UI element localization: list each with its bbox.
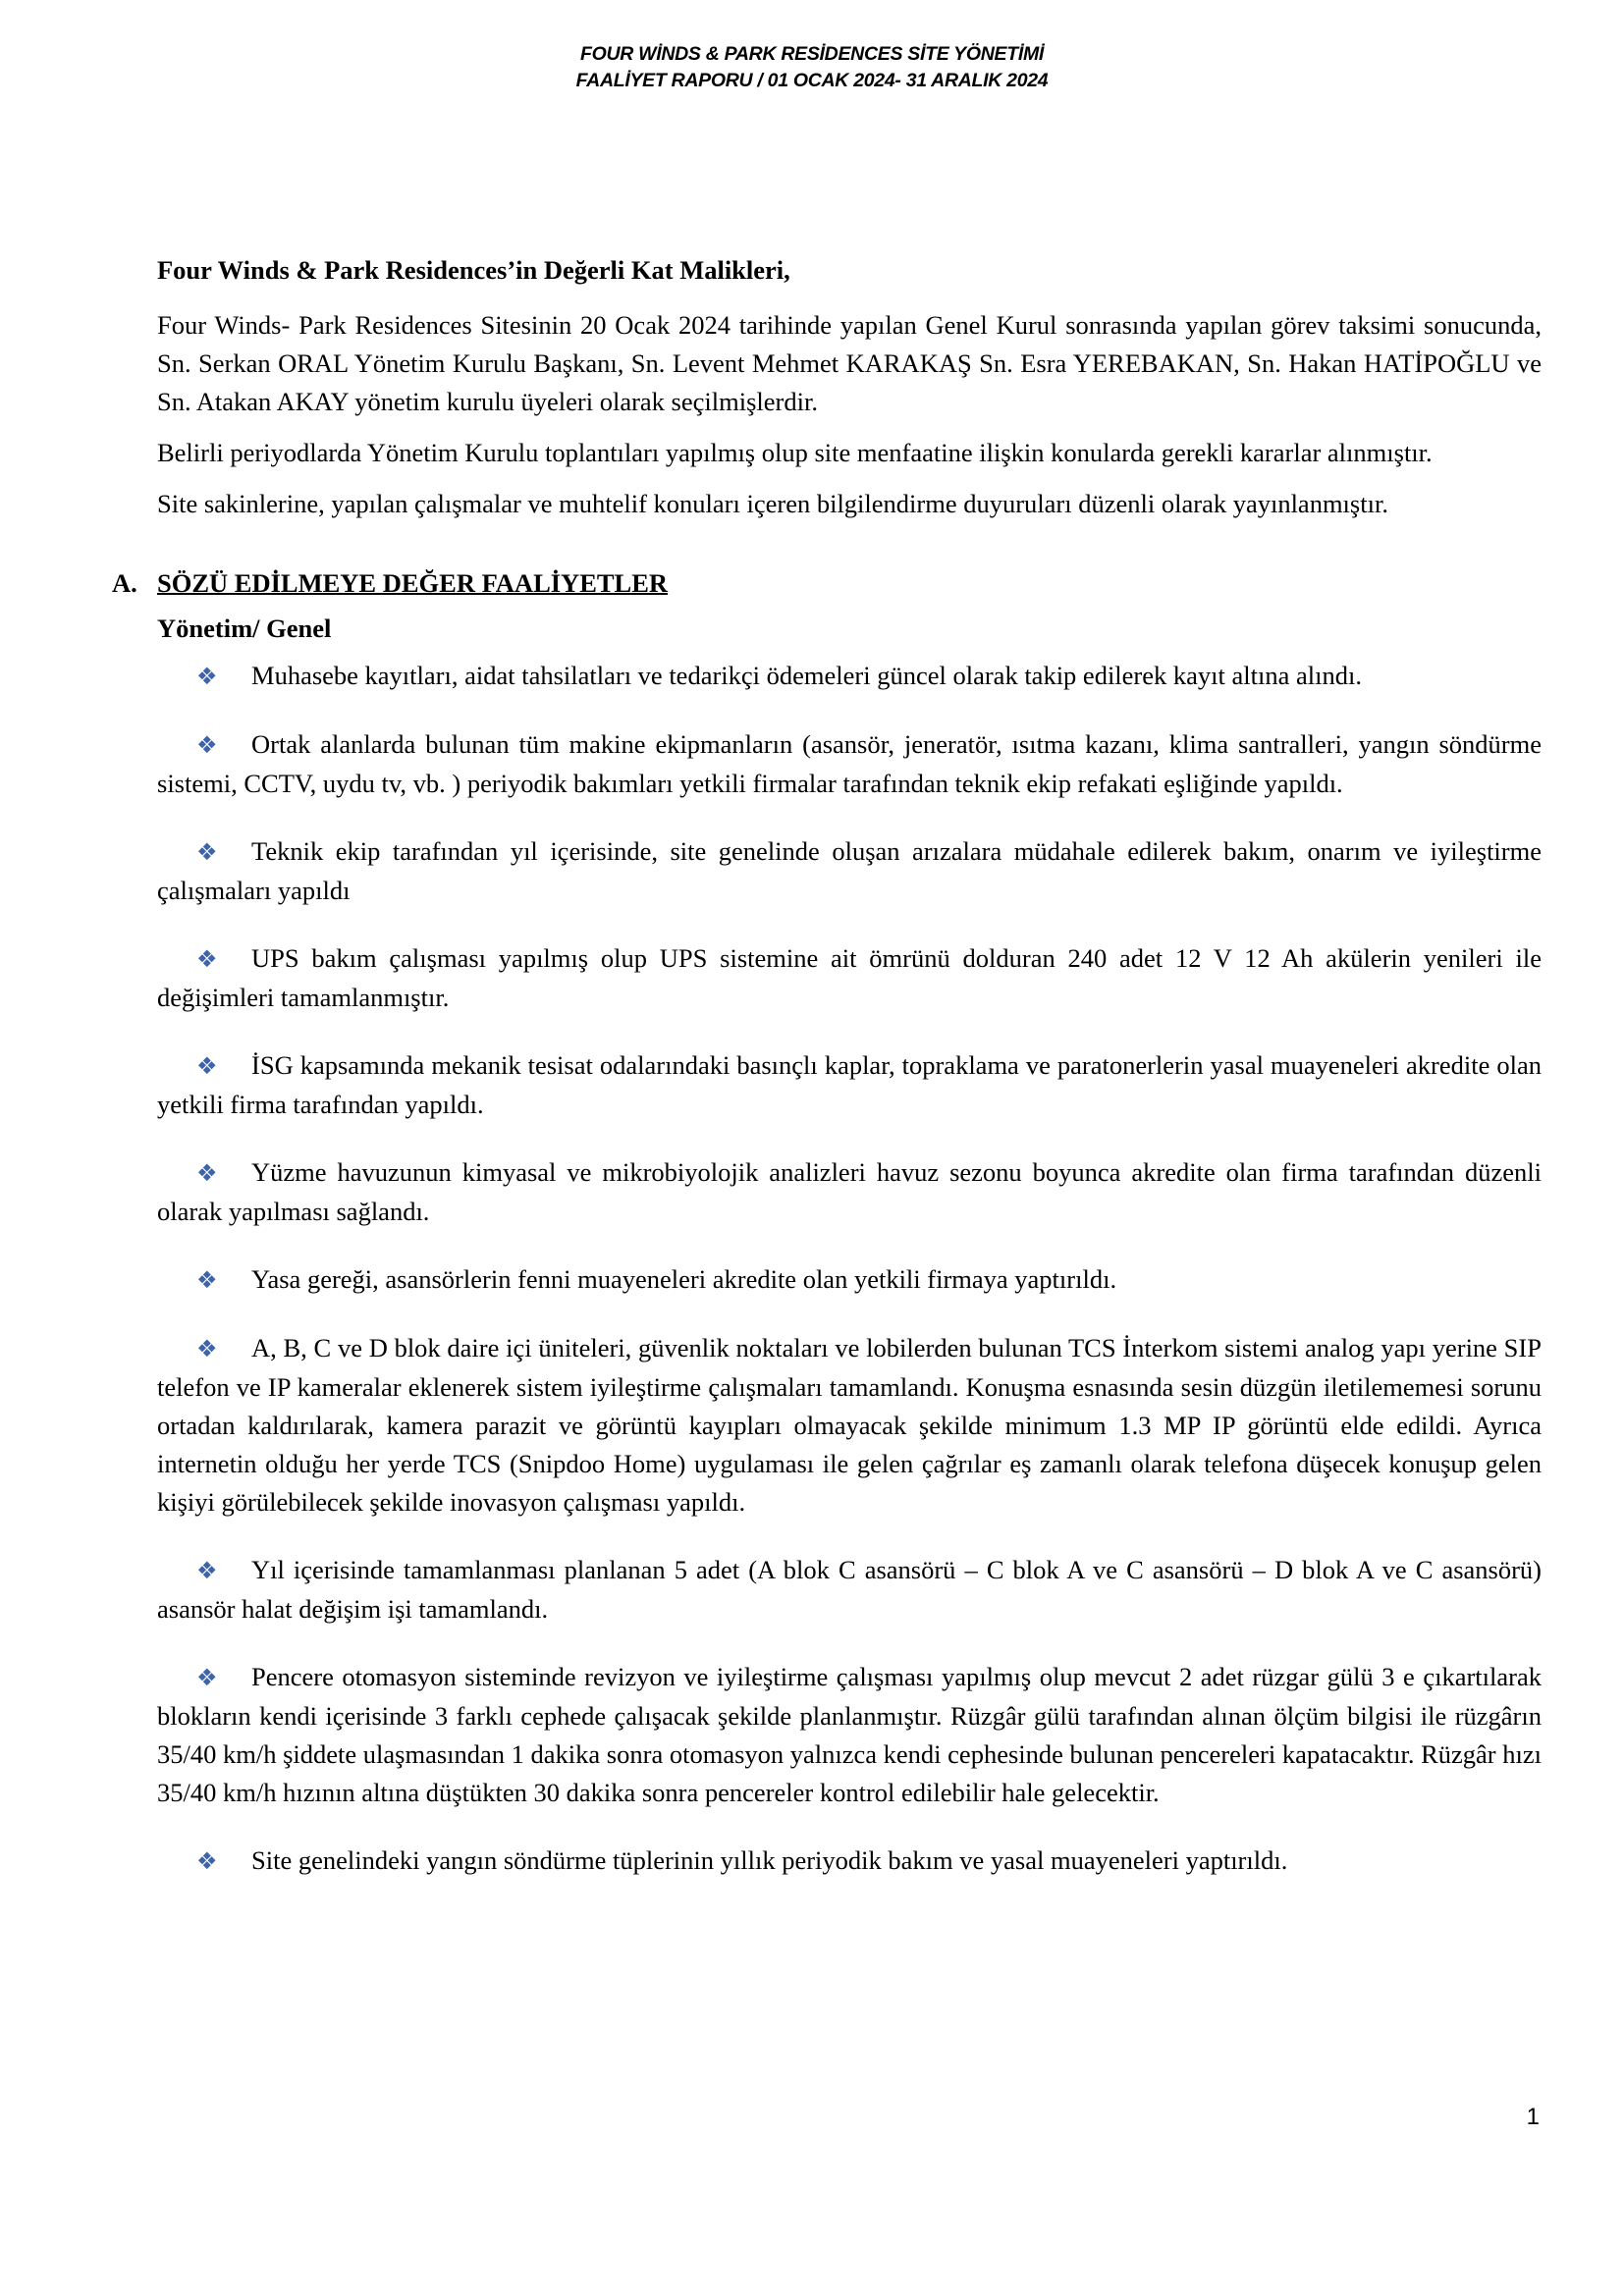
list-item: ❖ Teknik ekip tarafından yıl içerisinde, site genelinde oluşan arızalara müdahale edilerek bakım, onarım ve iyileştirme çalışmaları yapıldı [157, 832, 1542, 910]
intro-paragraph-meetings: Belirli periyodlarda Yönetim Kurulu toplantıları yapılmış olup site menfaatine ilişkin konularda gerekli kararlar alınmıştır. [157, 438, 1433, 467]
subsection-heading: Yönetim/ Genel [157, 614, 332, 643]
page-header [0, 41, 1624, 94]
list-item: ❖ UPS bakım çalışması yapılmış olup UPS sistemine ait ömrünü dolduran 240 adet 12 V 12 Ah akülerin yenileri ile değişimleri tamamlanmıştır. [157, 939, 1542, 1017]
diamond-bullet-icon: ❖ [196, 731, 218, 759]
list-item: ❖ Yıl içerisinde tamamlanması planlanan 5 adet (A blok C asansörü – C blok A ve C asansörü – D blok A ve C asansörü) asansör halat değişim işi tamamlandı. [157, 1551, 1542, 1629]
list-item: ❖ Site genelindeki yangın söndürme tüplerinin yıllık periyodik bakım ve yasal muayeneleri yaptırıldı. [157, 1842, 1542, 1881]
diamond-bullet-icon: ❖ [196, 1847, 218, 1875]
diamond-bullet-icon: ❖ [196, 1159, 218, 1187]
diamond-bullet-icon: ❖ [196, 663, 218, 690]
page-number: 1 [1526, 2104, 1540, 2130]
section-heading [112, 564, 1542, 603]
diamond-bullet-icon: ❖ [196, 1664, 218, 1691]
diamond-bullet-icon: ❖ [196, 1052, 218, 1080]
list-item: ❖ A, B, C ve D blok daire içi üniteleri, güvenlik noktaları ve lobilerden bulunan TCS İnterkom sistemi analog yapı yerine SIP telefon ve IP kameralar eklenerek sistem iyileştirme çalışmaları tamamlandı. Konuşma esnasında sesin düzgün iletilememesi sorunu ortadan kaldırılarak, kamera parazit ve görüntü kayıpları olmayacak şekilde minimum 1.3 MP IP görüntü elde edildi. Ayrıca internetin olduğu her yerde TCS (Snipdoo Home) uygulaması ile gelen çağrılar eş zamanlı olarak telefona düşecek konuşup gelen kişiyi görülebilecek şekilde inovasyon çalışması yapıldı. [157, 1329, 1542, 1522]
list-item: ❖ Ortak alanlarda bulunan tüm makine ekipmanların (asansör, jeneratör, ısıtma kazanı, klima santralleri, yangın söndürme sistemi, CCTV, uydu tv, vb. ) periyodik bakımları yetkili firmalar tarafından teknik ekip refakati eşliğinde yapıldı. [157, 725, 1542, 803]
list-item: ❖ Pencere otomasyon sisteminde revizyon ve iyileştirme çalışması yapılmış olup mevcut 2 adet rüzgar gülü 3 e çıkartılarak blokların kendi içerisinde 3 farklı cephede çalışacak şekilde planlanmıştır. Rüzgâr gülü tarafından alınan ölçüm bilgisi ile rüzgârın 35/40 km/h şiddete ulaşmasından 1 dakika sonra otomasyon yalnızca kendi cephesinde bulunan pencereleri kapatacaktır. Rüzgâr hızı 35/40 km/h hızının altına düştükten 30 dakika sonra pencereler kontrol edilebilir hale gelecektir. [157, 1658, 1542, 1812]
intro-paragraph-announcements: Site sakinlerine, yapılan çalışmalar ve muhtelif konuları içeren bilgilendirme duyuruları düzenli olarak yayınlanmıştır. [157, 489, 1388, 518]
diamond-bullet-icon: ❖ [196, 1335, 218, 1362]
list-item: ❖ İSG kapsamında mekanik tesisat odalarındaki basınçlı kaplar, topraklama ve paratonerlerin yasal muayeneleri akredite olan yetkili firma tarafından yapıldı. [157, 1046, 1542, 1124]
diamond-bullet-icon: ❖ [196, 945, 218, 973]
diamond-bullet-icon: ❖ [196, 1266, 218, 1294]
list-item: ❖ Muhasebe kayıtları, aidat tahsilatları ve tedarikçi ödemeleri güncel olarak takip edilerek kayıt altına alındı. [157, 657, 1542, 696]
header-title: FOUR WİNDS & PARK RESİDENCES SİTE YÖNETİMİ [579, 43, 1045, 65]
document-body [112, 251, 1542, 1910]
intro-paragraph-board: Four Winds- Park Residences Sitesinin 20 Ocak 2024 tarihinde yapılan Genel Kurul sonrasında yapılan görev taksimi sonucunda, Sn. Serkan ORAL Yönetim Kurulu Başkanı, Sn. Levent Mehmet KARAKAŞ Sn. Esra YEREBAKAN, Sn. Hakan HATİPOĞLU ve Sn. Atakan AKAY yönetim kurulu üyeleri olarak seçilmişlerdir. [157, 310, 1542, 416]
section-title: SÖZÜ EDİLMEYE DEĞER FAALİYETLER [157, 568, 669, 598]
activity-list [157, 657, 1542, 1881]
list-item: ❖ Yüzme havuzunun kimyasal ve mikrobiyolojik analizleri havuz sezonu boyunca akredite olan firma tarafından düzenli olarak yapılması sağlandı. [157, 1153, 1542, 1231]
header-report-period: FAALİYET RAPORU / 01 OCAK 2024- 31 ARALIK 2024 [575, 70, 1049, 91]
list-item: ❖ Yasa gereği, asansörlerin fenni muayeneleri akredite olan yetkili firmaya yaptırıldı. [157, 1260, 1542, 1300]
salutation: Four Winds & Park Residences’in Değerli Kat Malikleri, [157, 255, 790, 285]
section-letter: A. [112, 568, 137, 598]
diamond-bullet-icon: ❖ [196, 838, 218, 866]
diamond-bullet-icon: ❖ [196, 1557, 218, 1584]
